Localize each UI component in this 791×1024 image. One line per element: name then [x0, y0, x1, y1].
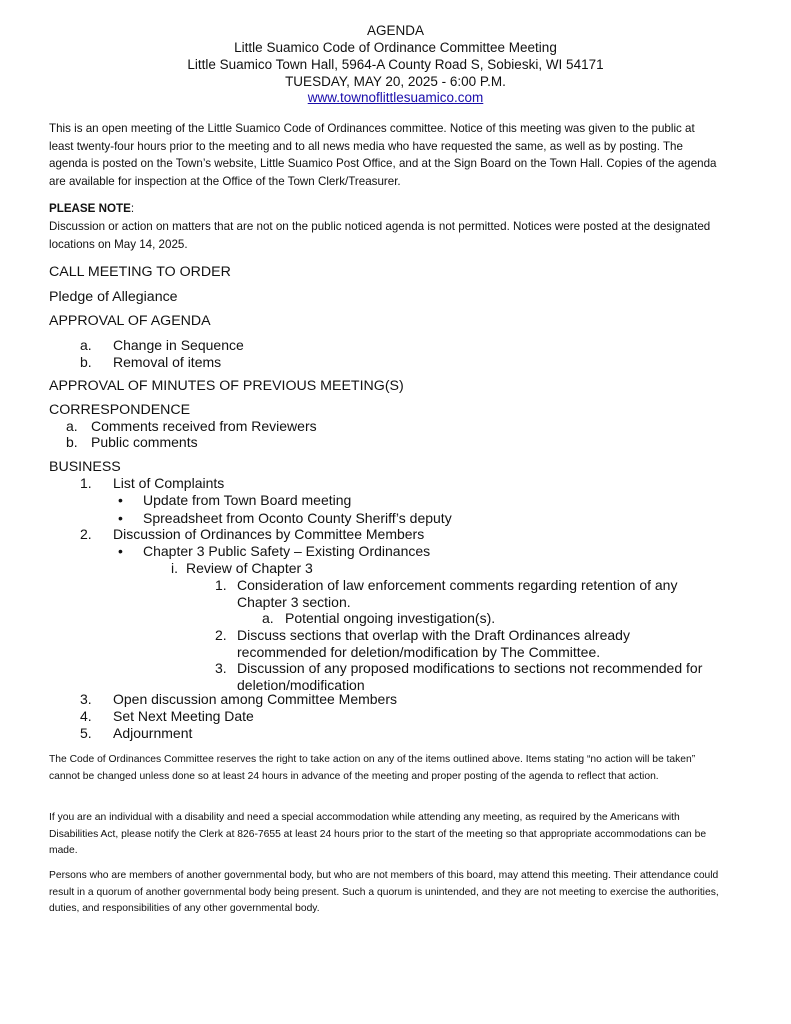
action-notice: The Code of Ordinances Committee reserves the right to take action on any of the items outlined above. Items stating “no action will be taken” cannot be changed unless done so at least 24 hours in advance of the meeting and proper posting of the agenda to reflect that action. [49, 754, 696, 782]
bullet-icon: • [118, 543, 123, 559]
list-item: Removal of items [113, 354, 222, 370]
please-note-label: PLEASE NOTE [49, 202, 131, 215]
list-item: Spreadsheet from Oconto County Sheriff’s deputy [143, 510, 452, 526]
approval-of-agenda: APPROVAL OF AGENDA [49, 313, 211, 329]
pledge: Pledge of Allegiance [49, 289, 178, 305]
list-marker: b. [66, 434, 78, 450]
list-item: Adjournment [113, 725, 193, 741]
intro-paragraph: This is an open meeting of the Little Suamico Code of Ordinances committee. Notice of this meeting was given to the public at least twenty-four hours prior to the meeting and to all news media who have requested the same, as well as by posting. The agenda is posted on the Town’s website, Little Suamico Post Office, and at the Sign Board on the Town Hall. Copies of the agenda are available for inspection at the Office of the Town Clerk/Treasurer. [49, 122, 717, 188]
correspondence-heading: CORRESPONDENCE [49, 402, 191, 418]
meeting-name: Little Suamico Code of Ordinance Committee Meeting [234, 40, 557, 55]
list-marker: 2. [215, 627, 227, 643]
website-link[interactable]: www.townoflittlesuamico.com [307, 90, 484, 105]
list-marker: 5. [80, 725, 92, 741]
list-marker: 1. [215, 577, 227, 593]
list-item: Potential ongoing investigation(s). [285, 610, 496, 626]
list-item: Review of Chapter 3 [186, 560, 313, 576]
list-marker: a. [80, 337, 92, 353]
list-marker: a. [262, 610, 274, 626]
approval-of-minutes: APPROVAL OF MINUTES OF PREVIOUS MEETING(S) [49, 378, 404, 394]
list-marker: i. [171, 560, 178, 576]
list-item: Discussion of Ordinances by Committee Members [113, 526, 425, 542]
agenda-title: AGENDA [366, 23, 424, 38]
please-note-heading [49, 200, 721, 218]
list-item: Comments received from Reviewers [91, 418, 317, 434]
list-item: Chapter 3 Public Safety – Existing Ordinances [143, 543, 431, 559]
list-item: List of Complaints [113, 475, 225, 491]
meeting-datetime: TUESDAY, MAY 20, 2025 - 6:00 P.M. [285, 74, 506, 89]
list-marker: 3. [215, 660, 227, 676]
disability-notice: If you are an individual with a disability and need a special accommodation while attending any meeting, as required by the Americans with Disabilities Act, please notify the Clerk at 826-7655 at least 24 hours prior to the start of the meeting so that appropriate accommodations can be made. [49, 812, 707, 856]
list-item: Open discussion among Committee Members [113, 691, 398, 707]
call-to-order: CALL MEETING TO ORDER [49, 264, 231, 280]
list-item: Discussion of any proposed modifications to sections not recommended for deletion/modification [237, 660, 703, 693]
list-marker: 4. [80, 708, 92, 724]
list-item: Discuss sections that overlap with the Draft Ordinances already recommended for deletion/modification by The Committee. [237, 627, 630, 660]
list-marker: 1. [80, 475, 92, 491]
bullet-icon: • [118, 510, 123, 526]
list-item: Public comments [91, 434, 198, 450]
list-item: Change in Sequence [113, 337, 244, 353]
quorum-notice: Persons who are members of another governmental body, but who are not members of this board, may attend this meeting. Their attendance could result in a quorum of another governmental body being present. Such a quorum is unintended, and they are not meeting to exercise the authorities, duties, and responsibilities of any other governmental body. [49, 870, 719, 914]
list-item: Set Next Meeting Date [113, 708, 254, 724]
list-marker: b. [80, 354, 92, 370]
meeting-location: Little Suamico Town Hall, 5964-A County Road S, Sobieski, WI 54171 [187, 57, 604, 72]
list-marker: 2. [80, 526, 92, 542]
list-item: Update from Town Board meeting [143, 492, 352, 508]
list-marker: a. [66, 418, 78, 434]
website-line [0, 89, 791, 106]
bullet-icon: • [118, 492, 123, 508]
list-item: Consideration of law enforcement comments regarding retention of any Chapter 3 section. [237, 577, 678, 610]
please-note-colon: : [130, 202, 135, 215]
please-note-text: Discussion or action on matters that are not on the public noticed agenda is not permitted. Notices were posted at the designated locations on May 14, 2025. [49, 220, 711, 251]
list-marker: 3. [80, 691, 92, 707]
business-heading: BUSINESS [49, 459, 121, 475]
